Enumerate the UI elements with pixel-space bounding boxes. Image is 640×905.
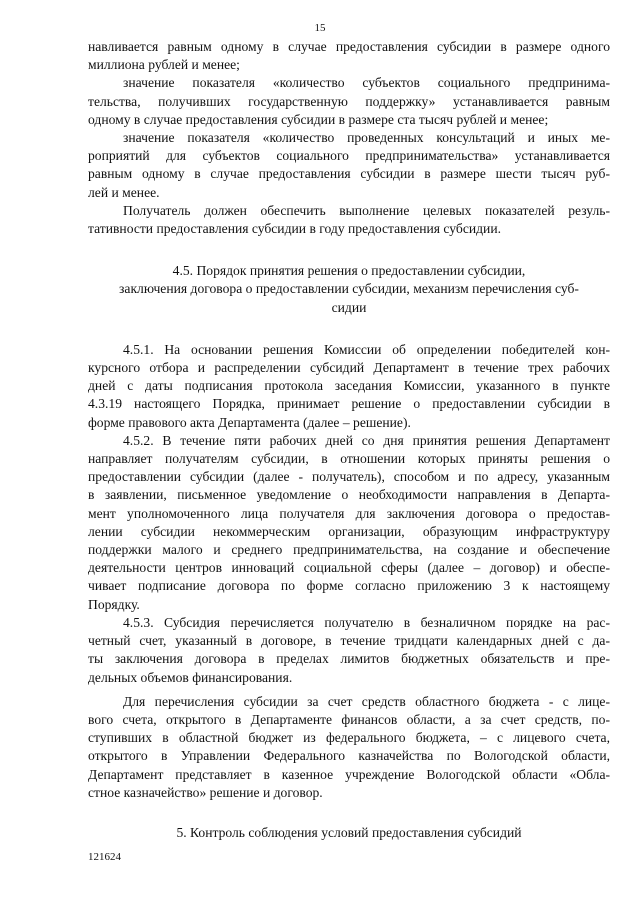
text-line: ступивших в областной бюджет из федерального бюджета, – с лицевого счета, <box>88 730 610 746</box>
heading-line: заключения договора о предоставлении субсидии, механизм перечисления суб- <box>119 281 579 297</box>
heading-line: 4.5. Порядок принятия решения о предоставлении субсидии, <box>172 263 526 279</box>
section-heading-4-5 <box>88 262 610 317</box>
text-line: одному в случае предоставления субсидии в размере ста тысяч рублей и менее; <box>88 111 549 127</box>
document-code: 121624 <box>88 851 121 863</box>
paragraph-4-5-3 <box>88 614 610 687</box>
text-line: лении субсидии некоммерческим организации, образующим инфраструктуру <box>88 523 610 539</box>
text-line: дельных объемов финансирования. <box>88 669 293 685</box>
document-body <box>88 38 610 842</box>
text-line: Получатель должен обеспечить выполнение целевых показателей резуль- <box>123 202 610 218</box>
text-line: равным одному в случае предоставления субсидии в размере шести тысяч руб- <box>88 166 610 182</box>
text-line: курсного отбора и распределении субсидий Департамент в течение трех рабочих <box>88 360 610 376</box>
text-line: навливается равным одному в случае предоставления субсидии в размере одного <box>88 39 610 54</box>
text-line: тативности предоставления субсидии в году предоставления субсидии. <box>88 221 501 237</box>
paragraph-4-5-1 <box>88 341 610 432</box>
heading-line: сидии <box>331 299 367 315</box>
text-line: вого счета, открытого в Департаменте финансов области, а за счет средств, по- <box>88 711 610 727</box>
text-line: чивает подписание договора по форме согласно приложению 3 к настоящему <box>88 578 610 594</box>
page-number: 15 <box>314 22 326 34</box>
text-line: дней с даты подписания протокола заседания Комиссии, указанного в пункте <box>88 378 610 394</box>
text-line: стное казначейство» решение и договор. <box>88 784 323 800</box>
text-line: форме правового акта Департамента (далее – решение). <box>88 414 411 430</box>
text-line: мент уполномоченного лица получателя для заключения договора о предостав- <box>88 505 610 521</box>
heading-line: 5. Контроль соблюдения условий предоставления субсидий <box>176 824 522 840</box>
text-line: Департамент представляет в казенное учреждение Вологодской области «Обла- <box>88 766 610 782</box>
text-line: значение показателя «количество проведенных консультаций и иных ме- <box>123 130 610 146</box>
text-line: 4.5.3. Субсидия перечисляется получателю в безналичном порядке на рас- <box>123 614 610 630</box>
text-line: открытого в Управлении Федерального казначейства по Вологодской области, <box>88 748 610 764</box>
text-line: тельства, получивших государственную поддержку» устанавливается равным <box>88 93 610 109</box>
paragraph-continuation <box>88 38 610 74</box>
text-line: 4.5.1. На основании решения Комиссии об определении победителей кон- <box>123 341 610 357</box>
paragraph-indicator-consultations <box>88 129 610 202</box>
text-line: поддержки малого и среднего предпринимательства, на создание и обеспечение <box>88 542 610 558</box>
text-line: деятельности центров инноваций социальной сферы (далее – договор) и обеспе- <box>88 560 610 576</box>
paragraph-transfer-order <box>88 693 610 802</box>
text-line: лей и менее. <box>88 184 160 200</box>
text-line: направляет получателям субсидии, в отношении которых приняты решения о <box>88 451 610 467</box>
text-line: миллиона рублей и менее; <box>88 57 240 73</box>
text-line: четный счет, указанный в договоре, в течение тридцати календарных дней с да- <box>88 633 610 649</box>
text-line: значение показателя «количество субъектов социального предпринима- <box>123 75 610 91</box>
text-line: в заявлении, письменное уведомление о необходимости направления в Департа- <box>88 487 610 503</box>
text-line: 4.3.19 настоящего Порядка, принимает решение о предоставлении субсидии в <box>88 396 610 412</box>
paragraph-indicator-subjects <box>88 74 610 129</box>
text-line: предоставлении субсидии (далее - получатель), способом и по адресу, указанным <box>88 469 610 485</box>
section-heading-5 <box>88 824 610 842</box>
text-line: Порядку. <box>88 596 140 612</box>
paragraph-4-5-2 <box>88 432 610 614</box>
paragraph-recipient-obligation <box>88 202 610 238</box>
text-line: ты заключения договора в пределах лимитов бюджетных обязательств и пре- <box>88 651 610 667</box>
text-line: Для перечисления субсидии за счет средств областного бюджета - с лице- <box>123 693 610 709</box>
text-line: 4.5.2. В течение пяти рабочих дней со дня принятия решения Департамент <box>123 432 610 448</box>
text-line: роприятий для субъектов социального предпринимательства» устанавливается <box>88 148 610 164</box>
